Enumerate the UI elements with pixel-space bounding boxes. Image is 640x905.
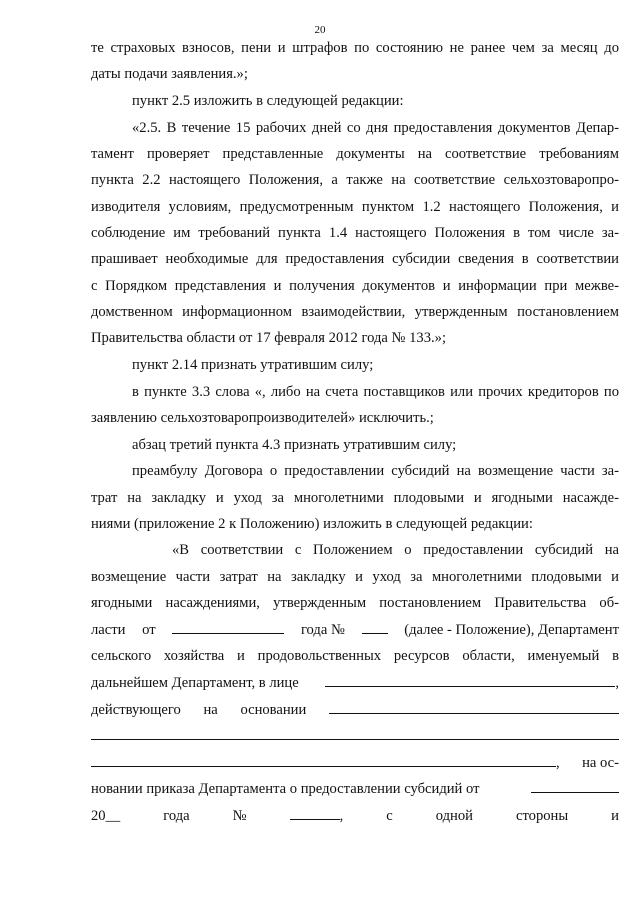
text-fragment: новании приказа Департамента о предоставлении субсидий от [91, 781, 480, 797]
text-line: соблюдение им требований пункта 1.4 настоящего Положения в том числе за- [91, 225, 619, 241]
text-fragment: на ос- [582, 755, 619, 771]
form-line-person [91, 673, 619, 691]
text-fragment: (далее - Положение), Департамент [404, 622, 619, 638]
date-blank [172, 620, 284, 634]
text-line: пункт 2.14 признать утратившим силу; [132, 357, 374, 373]
blank-group [290, 806, 344, 825]
text-fragment: ласти [91, 622, 126, 638]
text-fragment: , [556, 755, 560, 771]
text-line: те страховых взносов, пени и штрафов по состоянию не ранее чем за месяц до [91, 40, 619, 56]
text-fragment: стороны [515, 808, 569, 824]
text-line: «2.5. В течение 15 рабочих дней со дня предоставления документов Депар- [132, 120, 619, 136]
text-line: Правительства области от 17 февраля 2012 года № 133.»; [91, 330, 447, 346]
page-number: 20 [314, 24, 326, 36]
text-fragment: , [615, 675, 619, 691]
text-line: тамент проверяет представленные документы на соответствие требованиям [91, 146, 619, 162]
text-line: трат на закладку и уход за многолетними плодовыми и ягодными насажде- [91, 490, 619, 506]
text-line: сельского хозяйства и продовольственных ресурсов области, именуемый в [91, 648, 619, 664]
text-fragment: дальнейшем Департамент, в лице [91, 675, 299, 691]
text-fragment: от [142, 622, 156, 638]
blank-group [325, 673, 619, 692]
text-line: изводителя условиям, предусмотренным пунктом 1.2 настоящего Положения, и [91, 199, 619, 215]
text-line: даты подачи заявления.»; [91, 66, 248, 82]
text-line: ягодными насаждениями, утвержденным постановлением Правительства об- [91, 595, 619, 611]
form-line-date [91, 620, 619, 638]
full-blank [91, 726, 619, 740]
number-blank [362, 620, 388, 634]
text-fragment: года № [300, 622, 345, 638]
order-number-blank [290, 806, 340, 820]
text-fragment: действующего [91, 702, 181, 718]
text-line: пункта 2.2 настоящего Положения, а также на соответствие сельхозтоваропро- [91, 172, 619, 188]
text-fragment: года [163, 808, 190, 824]
person-blank [325, 673, 615, 687]
text-fragment: на [203, 702, 218, 718]
text-line: ниями (приложение 2 к Положению) изложить в следующей редакции: [91, 516, 533, 532]
text-line: домственном информационном взаимодействии, утвержденным постановлением [91, 304, 619, 320]
text-line: абзац третий пункта 4.3 признать утратившим силу; [132, 437, 457, 453]
text-line: в пункте 3.3 слова «, либо на счета поставщиков или прочих кредиторов по [132, 384, 619, 400]
text-line: «В соответствии с Положением о предоставлении субсидий на [172, 542, 619, 558]
form-line-parties [91, 806, 619, 824]
text-fragment: основании [240, 702, 307, 718]
order-date-blank [531, 779, 619, 793]
text-fragment: и [611, 808, 619, 824]
text-line: пункт 2.5 изложить в следующей редакции: [132, 93, 404, 109]
form-line-blank-ending [91, 753, 619, 771]
text-line: заявлению сельхозтоваропроизводителей» исключить.; [91, 410, 434, 426]
text-line: с Порядком представления и получения документов и информации при межве- [91, 278, 619, 294]
text-fragment: № [232, 808, 247, 824]
text-line: прашивает необходимые для предоставления субсидии сведения в соответствии [91, 251, 619, 267]
blank-group [91, 753, 560, 772]
text-fragment: 20__ [91, 808, 121, 824]
form-line-basis [91, 700, 619, 718]
long-blank [91, 753, 556, 767]
text-fragment: одной [435, 808, 473, 824]
form-line-blank [91, 726, 619, 744]
text-line: возмещение части затрат на закладку и уход за многолетними плодовыми и [91, 569, 619, 585]
basis-blank [329, 700, 619, 714]
text-fragment: , [339, 808, 344, 824]
text-line: преамбулу Договора о предоставлении субсидий на возмещение части за- [132, 463, 619, 479]
text-fragment: с [386, 808, 393, 824]
form-line-order [91, 779, 619, 797]
